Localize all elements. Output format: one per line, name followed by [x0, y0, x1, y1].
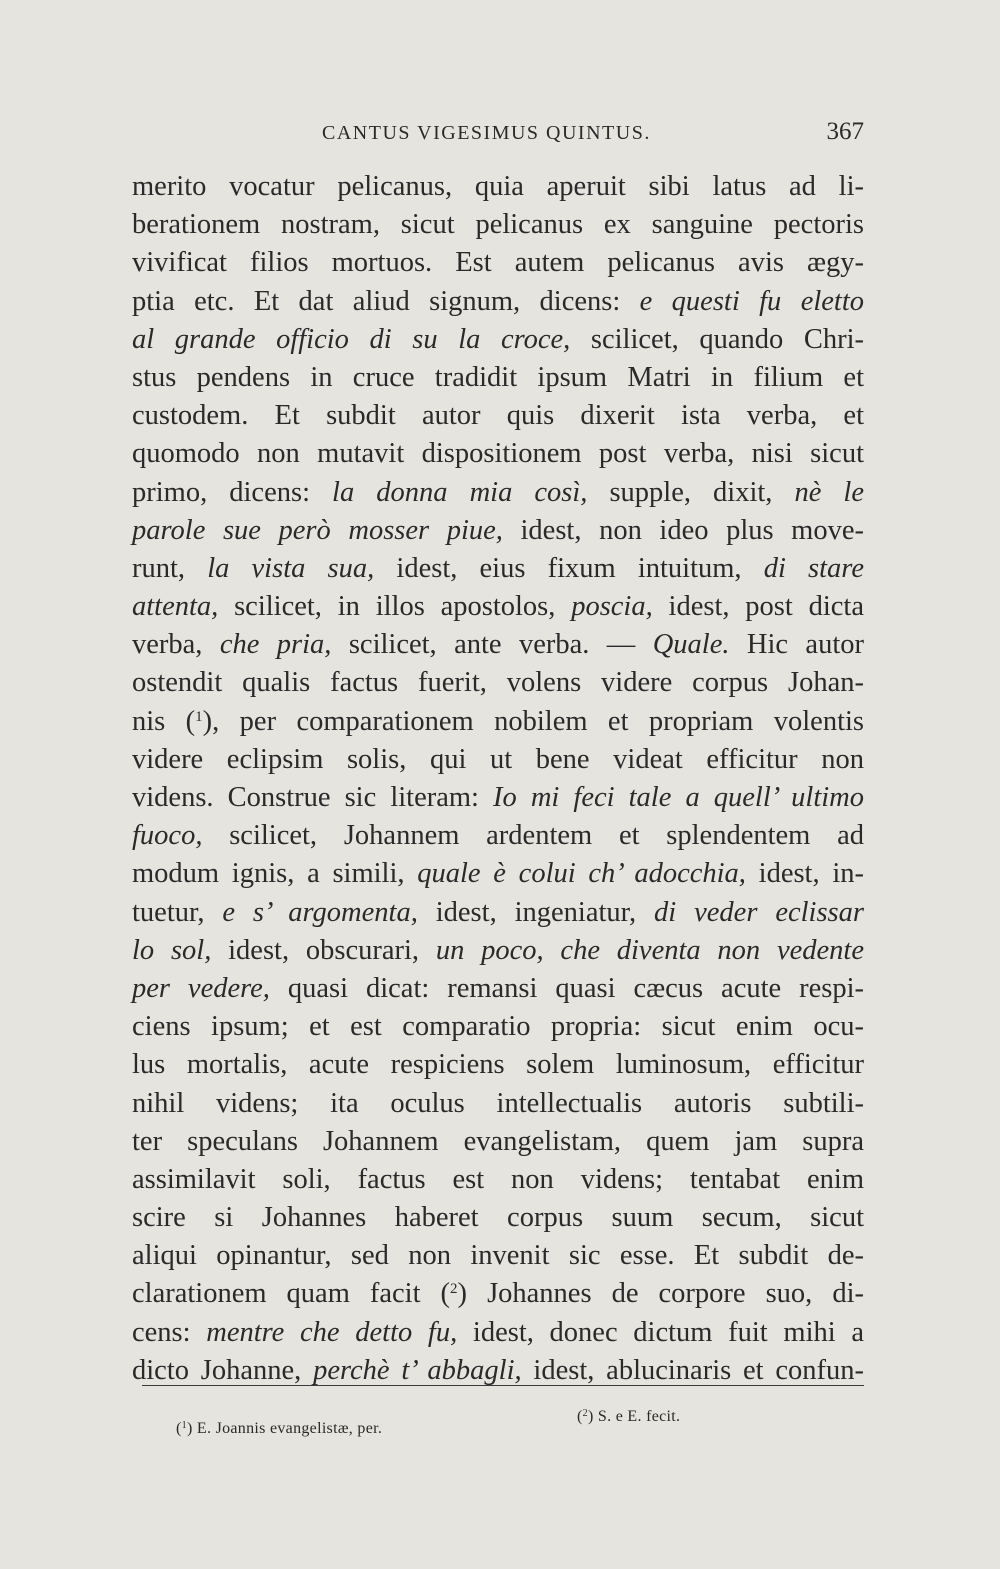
italic-quote: perchè t’ abbagli, [313, 1354, 522, 1386]
page-number: 367 [826, 118, 864, 145]
running-head [132, 118, 864, 146]
italic-quote: lo sol, [132, 934, 212, 966]
text-line [132, 206, 864, 244]
italic-quote: che pria, [219, 629, 332, 661]
text-line [132, 588, 864, 626]
italic-quote: la vista sua, [207, 552, 375, 584]
text-line [132, 1314, 864, 1352]
text-run: scilicet, ante verba. — [331, 629, 653, 661]
italic-quote: un poco, che diventa non vedente [435, 934, 864, 966]
text-run: ostendit qualis factus fuerit, volens videre corpus Johan- [132, 667, 864, 699]
text-run: nihil videns; ita oculus intellectualis autoris subtili- [132, 1087, 864, 1119]
text-run: runt, [132, 552, 208, 584]
text-run: ptia etc. Et dat aliud signum, dicens: [132, 285, 640, 317]
text-run: ) Johannes de corpore suo, di- [457, 1278, 864, 1310]
text-line [132, 283, 864, 321]
text-run: scilicet, quando Chri- [570, 323, 864, 355]
text-line [132, 779, 864, 817]
text-run: videre eclipsim solis, qui ut bene videat efficitur non [132, 743, 864, 775]
text-line [132, 932, 864, 970]
text-run: quasi dicat: remansi quasi cæcus acute respi- [269, 972, 864, 1004]
text-line [132, 474, 864, 512]
text-line [132, 550, 864, 588]
text-run: videns. Construe sic literam: [132, 782, 494, 813]
text-run: idest, ingeniatur, [417, 896, 655, 928]
italic-quote: mentre che detto fu, [206, 1316, 458, 1348]
italic-quote: al grande officio di su la croce, [132, 323, 571, 355]
text-line [132, 359, 864, 397]
text-run: assimilavit soli, factus est non videns; tentabat enim [132, 1163, 864, 1195]
italic-quote: e questi fu eletto [639, 285, 864, 317]
italic-quote: la donna mia così, [332, 476, 588, 508]
italic-quote: per vedere, [132, 972, 270, 1004]
italic-quote: nè le [794, 476, 865, 508]
italic-quote: attenta, [132, 591, 219, 623]
text-run: scilicet, Johannem ardentem et splendentem ad [202, 820, 864, 852]
text-run: idest, ablucinaris et confun- [521, 1354, 864, 1386]
text-run: aliqui opinantur, sed non invenit sic esse. Et subdit de- [132, 1240, 864, 1272]
text-line [132, 1046, 864, 1084]
text-line [132, 244, 864, 282]
footnote-reference: 2 [450, 1281, 458, 1298]
text-run: nis ( [132, 705, 196, 737]
text-run: primo, dicens: [132, 476, 333, 508]
text-run: idest, non ideo plus move- [502, 514, 864, 546]
text-line [132, 1237, 864, 1275]
text-line [132, 1085, 864, 1123]
text-run: berationem nostram, sicut pelicanus ex sanguine pectoris [132, 209, 864, 241]
italic-quote: di veder eclissar [654, 896, 864, 928]
text-run: supple, dixit, [587, 476, 795, 508]
text-line [132, 741, 864, 779]
text-run: stus pendens in cruce tradidit ipsum Matri in filium et [132, 361, 864, 393]
text-run: ), per comparationem nobilem et propriam volentis [202, 705, 864, 737]
text-run: scilicet, in illos apostolos, [218, 591, 572, 623]
footnote-reference: 1 [195, 708, 203, 725]
text-run: tuetur, [132, 896, 223, 928]
text-run: idest, donec dictum fuit mihi a [457, 1316, 864, 1348]
footnote-marker: 1 [181, 1420, 187, 1431]
text-run: ciens ipsum; et est comparatio propria: sicut enim ocu- [132, 1011, 864, 1043]
text-run: idest, obscurari, [211, 934, 436, 966]
text-line [132, 1123, 864, 1161]
text-run: cens: [132, 1316, 207, 1348]
text-run: dicto Johanne, [132, 1354, 314, 1386]
text-line [132, 1161, 864, 1199]
text-run: ter speculans Johannem evangelistam, quem jam supra [132, 1125, 864, 1157]
italic-quote: fuoco, [132, 820, 203, 852]
footnote-divider [142, 1385, 864, 1386]
text-line [132, 703, 864, 741]
text-line [132, 970, 864, 1008]
text-line [132, 1199, 864, 1237]
text-line [132, 512, 864, 550]
text-run: vivificat filios mortuos. Est autem pelicanus avis ægy- [132, 247, 864, 279]
body-text [132, 168, 864, 1390]
footnote-2: ($^2$) S. e E. fecit. [577, 1408, 681, 1425]
text-line [132, 168, 864, 206]
text-run: quomodo non mutavit dispositionem post verba, nisi sicut [132, 438, 864, 470]
text-line [132, 435, 864, 473]
text-run: lus mortalis, acute respiciens solem luminosum, efficitur [132, 1049, 864, 1081]
text-line [132, 1008, 864, 1046]
text-line [132, 321, 864, 359]
italic-quote: Quale. [652, 629, 730, 661]
text-line [132, 397, 864, 435]
text-run: Hic autor [729, 629, 864, 661]
italic-quote: quale è colui ch’ adocchia, [417, 858, 746, 890]
text-line [132, 1275, 864, 1313]
italic-quote: e s’ argomenta, [222, 896, 418, 928]
footnote-1: ($^1$) E. Joannis evangelistæ, per. [176, 1420, 383, 1437]
text-run: custodem. Et subdit autor quis dixerit ista verba, et [132, 400, 864, 432]
italic-quote: parole sue però mosser piue, [132, 514, 503, 546]
text-line [132, 817, 864, 855]
text-run: merito vocatur pelicanus, quia aperuit sibi latus ad li- [132, 171, 864, 202]
footnote-text: S. e E. fecit. [597, 1408, 681, 1425]
text-run: verba, [132, 629, 220, 661]
text-run: idest, post dicta [652, 591, 864, 623]
text-run: idest, eius fixum intuitum, [374, 552, 764, 584]
text-line [132, 855, 864, 893]
text-run: idest, in- [745, 858, 864, 890]
italic-quote: Io mi feci tale a quell’ ultimo [493, 782, 864, 813]
text-line [132, 664, 864, 702]
text-line [132, 626, 864, 664]
text-line [132, 894, 864, 932]
text-run: clarationem quam facit ( [132, 1278, 451, 1310]
text-run: modum ignis, a simili, [132, 858, 418, 890]
running-title: CANTUS VIGESIMUS QUINTUS. [322, 122, 651, 144]
italic-quote: di stare [763, 552, 864, 584]
text-run: scire si Johannes haberet corpus suum secum, sicut [132, 1202, 864, 1234]
italic-quote: poscia, [571, 591, 653, 623]
footnote-marker: 2 [582, 1408, 588, 1419]
footnote-text: E. Joannis evangelistæ, per. [196, 1420, 383, 1437]
